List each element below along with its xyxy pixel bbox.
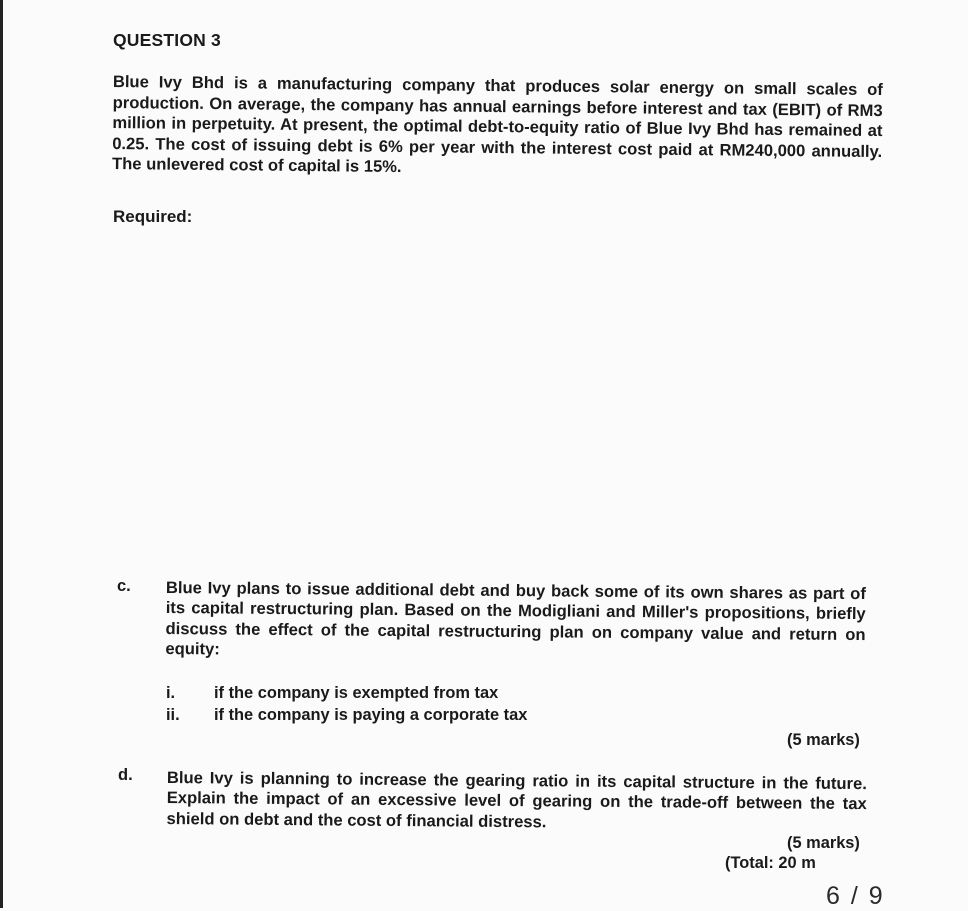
question-c-letter: c. [117, 577, 131, 595]
question-d-letter: d. [118, 766, 133, 784]
intro-paragraph: Blue Ivy Bhd is a manufacturing company that produces solar energy on small scales of production. On average, the company has annual earnings before interest and tax (EBIT) of RM3 million in perpetuity. At present, the optimal debt-to-equity ratio of Blue Ivy Bhd has remained at 0.25. The cost of issuing debt is 6% per year with the interest cost paid at RM240,000 annually. The unlevered cost of capital is 15%. [111, 72, 883, 177]
question-c-text: Blue Ivy plans to issue additional debt and buy back some of its own shares as part of its capital restructuring plan. Based on the Modigliani and Miller's propositions, briefly discuss the effect of the capital restructuring plan on company value and return on equity: [165, 578, 866, 659]
question-d-marks: (5 marks) [787, 834, 860, 852]
sub-item-ii-text: if the company is paying a corporate tax [214, 706, 528, 724]
sub-item-ii-numeral: ii. [166, 706, 180, 724]
question-c-marks: (5 marks) [787, 731, 860, 749]
total-marks: (Total: 20 m [725, 854, 816, 872]
question-heading: QUESTION 3 [113, 30, 221, 50]
sub-item-i-text: if the company is exempted from tax [214, 684, 499, 702]
sub-item-i-numeral: i. [166, 684, 176, 702]
page-edge [0, 0, 3, 908]
required-label: Required: [113, 207, 193, 226]
question-d-text: Blue Ivy is planning to increase the gearing ratio in its capital structure in the future. Explain the impact of an excessive level of gearing on the trade-off between the tax shield on debt and the cost of financial distress. [166, 768, 867, 831]
page-number: 6 / 9 [826, 882, 885, 910]
